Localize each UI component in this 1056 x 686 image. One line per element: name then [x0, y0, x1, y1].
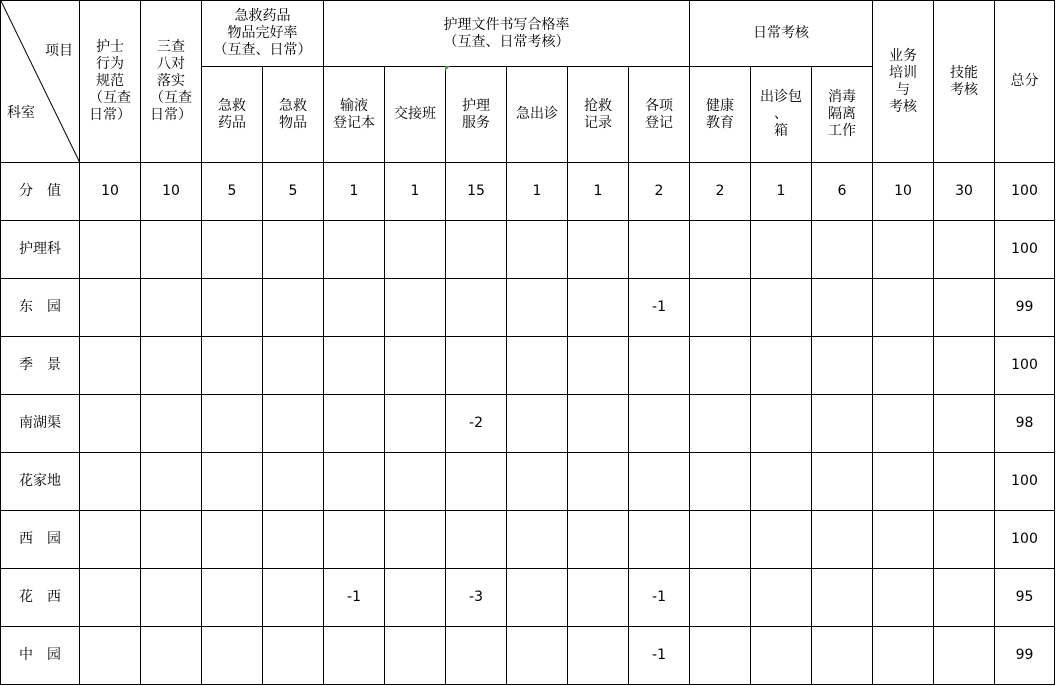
group-header-docs: 护理文件书写合格率 （互查、日常考核） — [324, 1, 690, 67]
score-cell: -1 — [629, 627, 690, 685]
score-cell — [80, 511, 141, 569]
sub-header: 消毒 隔离 工作 — [812, 67, 873, 163]
score-cell — [507, 279, 568, 337]
col-header-training: 业务 培训 与 考核 — [873, 1, 934, 163]
row-label: 季 景 — [1, 337, 80, 395]
col-header-skill: 技能 考核 — [934, 1, 995, 163]
table-row — [1, 569, 1055, 627]
score-cell: 1 — [507, 163, 568, 221]
score-cell — [690, 511, 751, 569]
score-cell — [446, 453, 507, 511]
score-cell — [507, 569, 568, 627]
score-cell — [507, 511, 568, 569]
score-cell — [141, 395, 202, 453]
score-cell — [446, 627, 507, 685]
total-cell: 100 — [995, 453, 1055, 511]
score-cell — [385, 279, 446, 337]
row-label: 东 园 — [1, 279, 80, 337]
score-cell — [385, 569, 446, 627]
score-cell — [934, 395, 995, 453]
score-cell — [263, 395, 324, 453]
table-row — [1, 337, 1055, 395]
score-cell: 10 — [80, 163, 141, 221]
score-cell: 1 — [324, 163, 385, 221]
score-cell — [507, 337, 568, 395]
score-cell — [934, 221, 995, 279]
score-cell — [202, 337, 263, 395]
score-cell — [263, 569, 324, 627]
score-cell — [507, 221, 568, 279]
score-cell — [751, 221, 812, 279]
score-cell — [690, 279, 751, 337]
score-cell — [751, 279, 812, 337]
score-cell — [80, 395, 141, 453]
cell-note-marker — [445, 66, 450, 71]
total-cell: 100 — [995, 511, 1055, 569]
score-cell — [507, 453, 568, 511]
score-cell — [629, 511, 690, 569]
score-cell: 30 — [934, 163, 995, 221]
score-cell — [141, 453, 202, 511]
score-cell — [751, 569, 812, 627]
score-cell — [80, 221, 141, 279]
sub-header: 抢救 记录 — [568, 67, 629, 163]
score-cell — [629, 337, 690, 395]
score-cell — [80, 569, 141, 627]
score-cell — [873, 279, 934, 337]
score-cell — [568, 511, 629, 569]
score-cell — [690, 337, 751, 395]
score-cell — [568, 395, 629, 453]
score-cell: 6 — [812, 163, 873, 221]
score-cell — [568, 221, 629, 279]
score-cell — [385, 337, 446, 395]
score-cell: 5 — [202, 163, 263, 221]
row-label: 西 园 — [1, 511, 80, 569]
score-cell — [690, 221, 751, 279]
score-cell — [812, 221, 873, 279]
sub-header: 护理 服务 — [446, 67, 507, 163]
score-cell — [568, 279, 629, 337]
score-cell — [568, 337, 629, 395]
score-cell — [812, 279, 873, 337]
score-cell — [751, 453, 812, 511]
score-cell — [263, 511, 324, 569]
score-cell — [202, 569, 263, 627]
score-cell — [934, 337, 995, 395]
score-cell — [934, 453, 995, 511]
score-cell — [80, 453, 141, 511]
corner-header-cell — [1, 1, 80, 163]
score-cell — [873, 511, 934, 569]
score-cell — [202, 395, 263, 453]
score-cell — [324, 511, 385, 569]
score-cell — [507, 627, 568, 685]
sub-header: 输液 登记本 — [324, 67, 385, 163]
col-header-check: 三查 八对 落实 （互查 日常） — [141, 1, 202, 163]
score-cell — [629, 221, 690, 279]
sub-header: 急救 药品 — [202, 67, 263, 163]
score-cell — [263, 453, 324, 511]
score-cell — [568, 569, 629, 627]
score-cell — [324, 395, 385, 453]
total-cell: 100 — [995, 163, 1055, 221]
score-cell — [507, 395, 568, 453]
total-cell: 99 — [995, 627, 1055, 685]
score-cell — [446, 511, 507, 569]
sub-header: 交接班 — [385, 67, 446, 163]
score-cell: 2 — [690, 163, 751, 221]
total-cell: 98 — [995, 395, 1055, 453]
score-cell: 1 — [751, 163, 812, 221]
score-cell — [202, 279, 263, 337]
table-row — [1, 453, 1055, 511]
score-cell — [141, 627, 202, 685]
row-label: 中 园 — [1, 627, 80, 685]
sub-header: 各项 登记 — [629, 67, 690, 163]
table-row — [1, 511, 1055, 569]
group-header-emergency: 急救药品 物品完好率 （互查、日常） — [202, 1, 324, 67]
score-cell — [385, 511, 446, 569]
col-header-conduct: 护士 行为 规范 （互查 日常） — [80, 1, 141, 163]
score-cell — [324, 453, 385, 511]
score-cell — [873, 627, 934, 685]
row-label: 南湖渠 — [1, 395, 80, 453]
score-cell — [263, 221, 324, 279]
score-cell: -1 — [324, 569, 385, 627]
row-label: 分 值 — [1, 163, 80, 221]
total-cell: 100 — [995, 221, 1055, 279]
score-cell: 1 — [385, 163, 446, 221]
score-cell — [324, 627, 385, 685]
score-cell — [812, 337, 873, 395]
total-cell: 95 — [995, 569, 1055, 627]
score-cell: 2 — [629, 163, 690, 221]
sub-header: 健康 教育 — [690, 67, 751, 163]
score-cell — [385, 453, 446, 511]
table-row — [1, 221, 1055, 279]
score-cell — [751, 337, 812, 395]
score-cell — [324, 279, 385, 337]
score-cell — [80, 279, 141, 337]
score-cell — [629, 395, 690, 453]
corner-dept-label: 科室 — [7, 105, 35, 121]
table-row — [1, 163, 1055, 221]
score-cell — [385, 395, 446, 453]
score-cell — [202, 627, 263, 685]
score-cell — [873, 453, 934, 511]
score-cell — [263, 279, 324, 337]
group-header-daily: 日常考核 — [690, 1, 873, 67]
score-cell — [568, 627, 629, 685]
diagonal-divider — [1, 1, 80, 163]
score-cell — [690, 627, 751, 685]
score-cell — [812, 453, 873, 511]
corner-item-label: 项目 — [45, 43, 73, 59]
score-cell — [568, 453, 629, 511]
score-cell — [446, 279, 507, 337]
table-row — [1, 627, 1055, 685]
sub-header: 出诊包 、 箱 — [751, 67, 812, 163]
score-cell — [446, 221, 507, 279]
score-cell — [873, 569, 934, 627]
score-cell — [812, 627, 873, 685]
score-cell — [690, 395, 751, 453]
score-cell — [141, 221, 202, 279]
score-cell — [812, 569, 873, 627]
score-cell — [629, 453, 690, 511]
score-cell — [751, 627, 812, 685]
score-cell — [141, 279, 202, 337]
score-cell — [141, 511, 202, 569]
score-cell — [263, 337, 324, 395]
row-label: 护理科 — [1, 221, 80, 279]
score-cell — [141, 569, 202, 627]
score-cell — [690, 453, 751, 511]
total-cell: 99 — [995, 279, 1055, 337]
score-cell — [873, 337, 934, 395]
row-label: 花 西 — [1, 569, 80, 627]
score-cell — [873, 221, 934, 279]
score-cell — [141, 337, 202, 395]
row-label: 花家地 — [1, 453, 80, 511]
score-cell — [934, 279, 995, 337]
score-cell: 1 — [568, 163, 629, 221]
score-cell — [812, 395, 873, 453]
score-cell: -1 — [629, 279, 690, 337]
score-cell — [690, 569, 751, 627]
score-cell — [934, 569, 995, 627]
score-cell: 10 — [141, 163, 202, 221]
score-cell — [812, 511, 873, 569]
score-cell: -3 — [446, 569, 507, 627]
score-cell — [385, 221, 446, 279]
score-cell: 15 — [446, 163, 507, 221]
score-cell: -2 — [446, 395, 507, 453]
score-cell — [934, 627, 995, 685]
score-cell — [385, 627, 446, 685]
score-cell: 5 — [263, 163, 324, 221]
col-header-total: 总分 — [995, 1, 1055, 163]
score-cell — [446, 337, 507, 395]
score-cell — [80, 627, 141, 685]
score-cell — [873, 395, 934, 453]
score-cell — [202, 453, 263, 511]
score-cell — [324, 337, 385, 395]
score-cell — [934, 511, 995, 569]
table-row — [1, 279, 1055, 337]
score-cell: 10 — [873, 163, 934, 221]
total-cell: 100 — [995, 337, 1055, 395]
sub-header: 急救 物品 — [263, 67, 324, 163]
score-cell — [202, 511, 263, 569]
score-cell — [202, 221, 263, 279]
score-cell — [751, 511, 812, 569]
score-cell: -1 — [629, 569, 690, 627]
sub-header: 急出诊 — [507, 67, 568, 163]
score-cell — [80, 337, 141, 395]
score-cell — [263, 627, 324, 685]
score-cell — [324, 221, 385, 279]
score-cell — [751, 395, 812, 453]
table-row — [1, 395, 1055, 453]
